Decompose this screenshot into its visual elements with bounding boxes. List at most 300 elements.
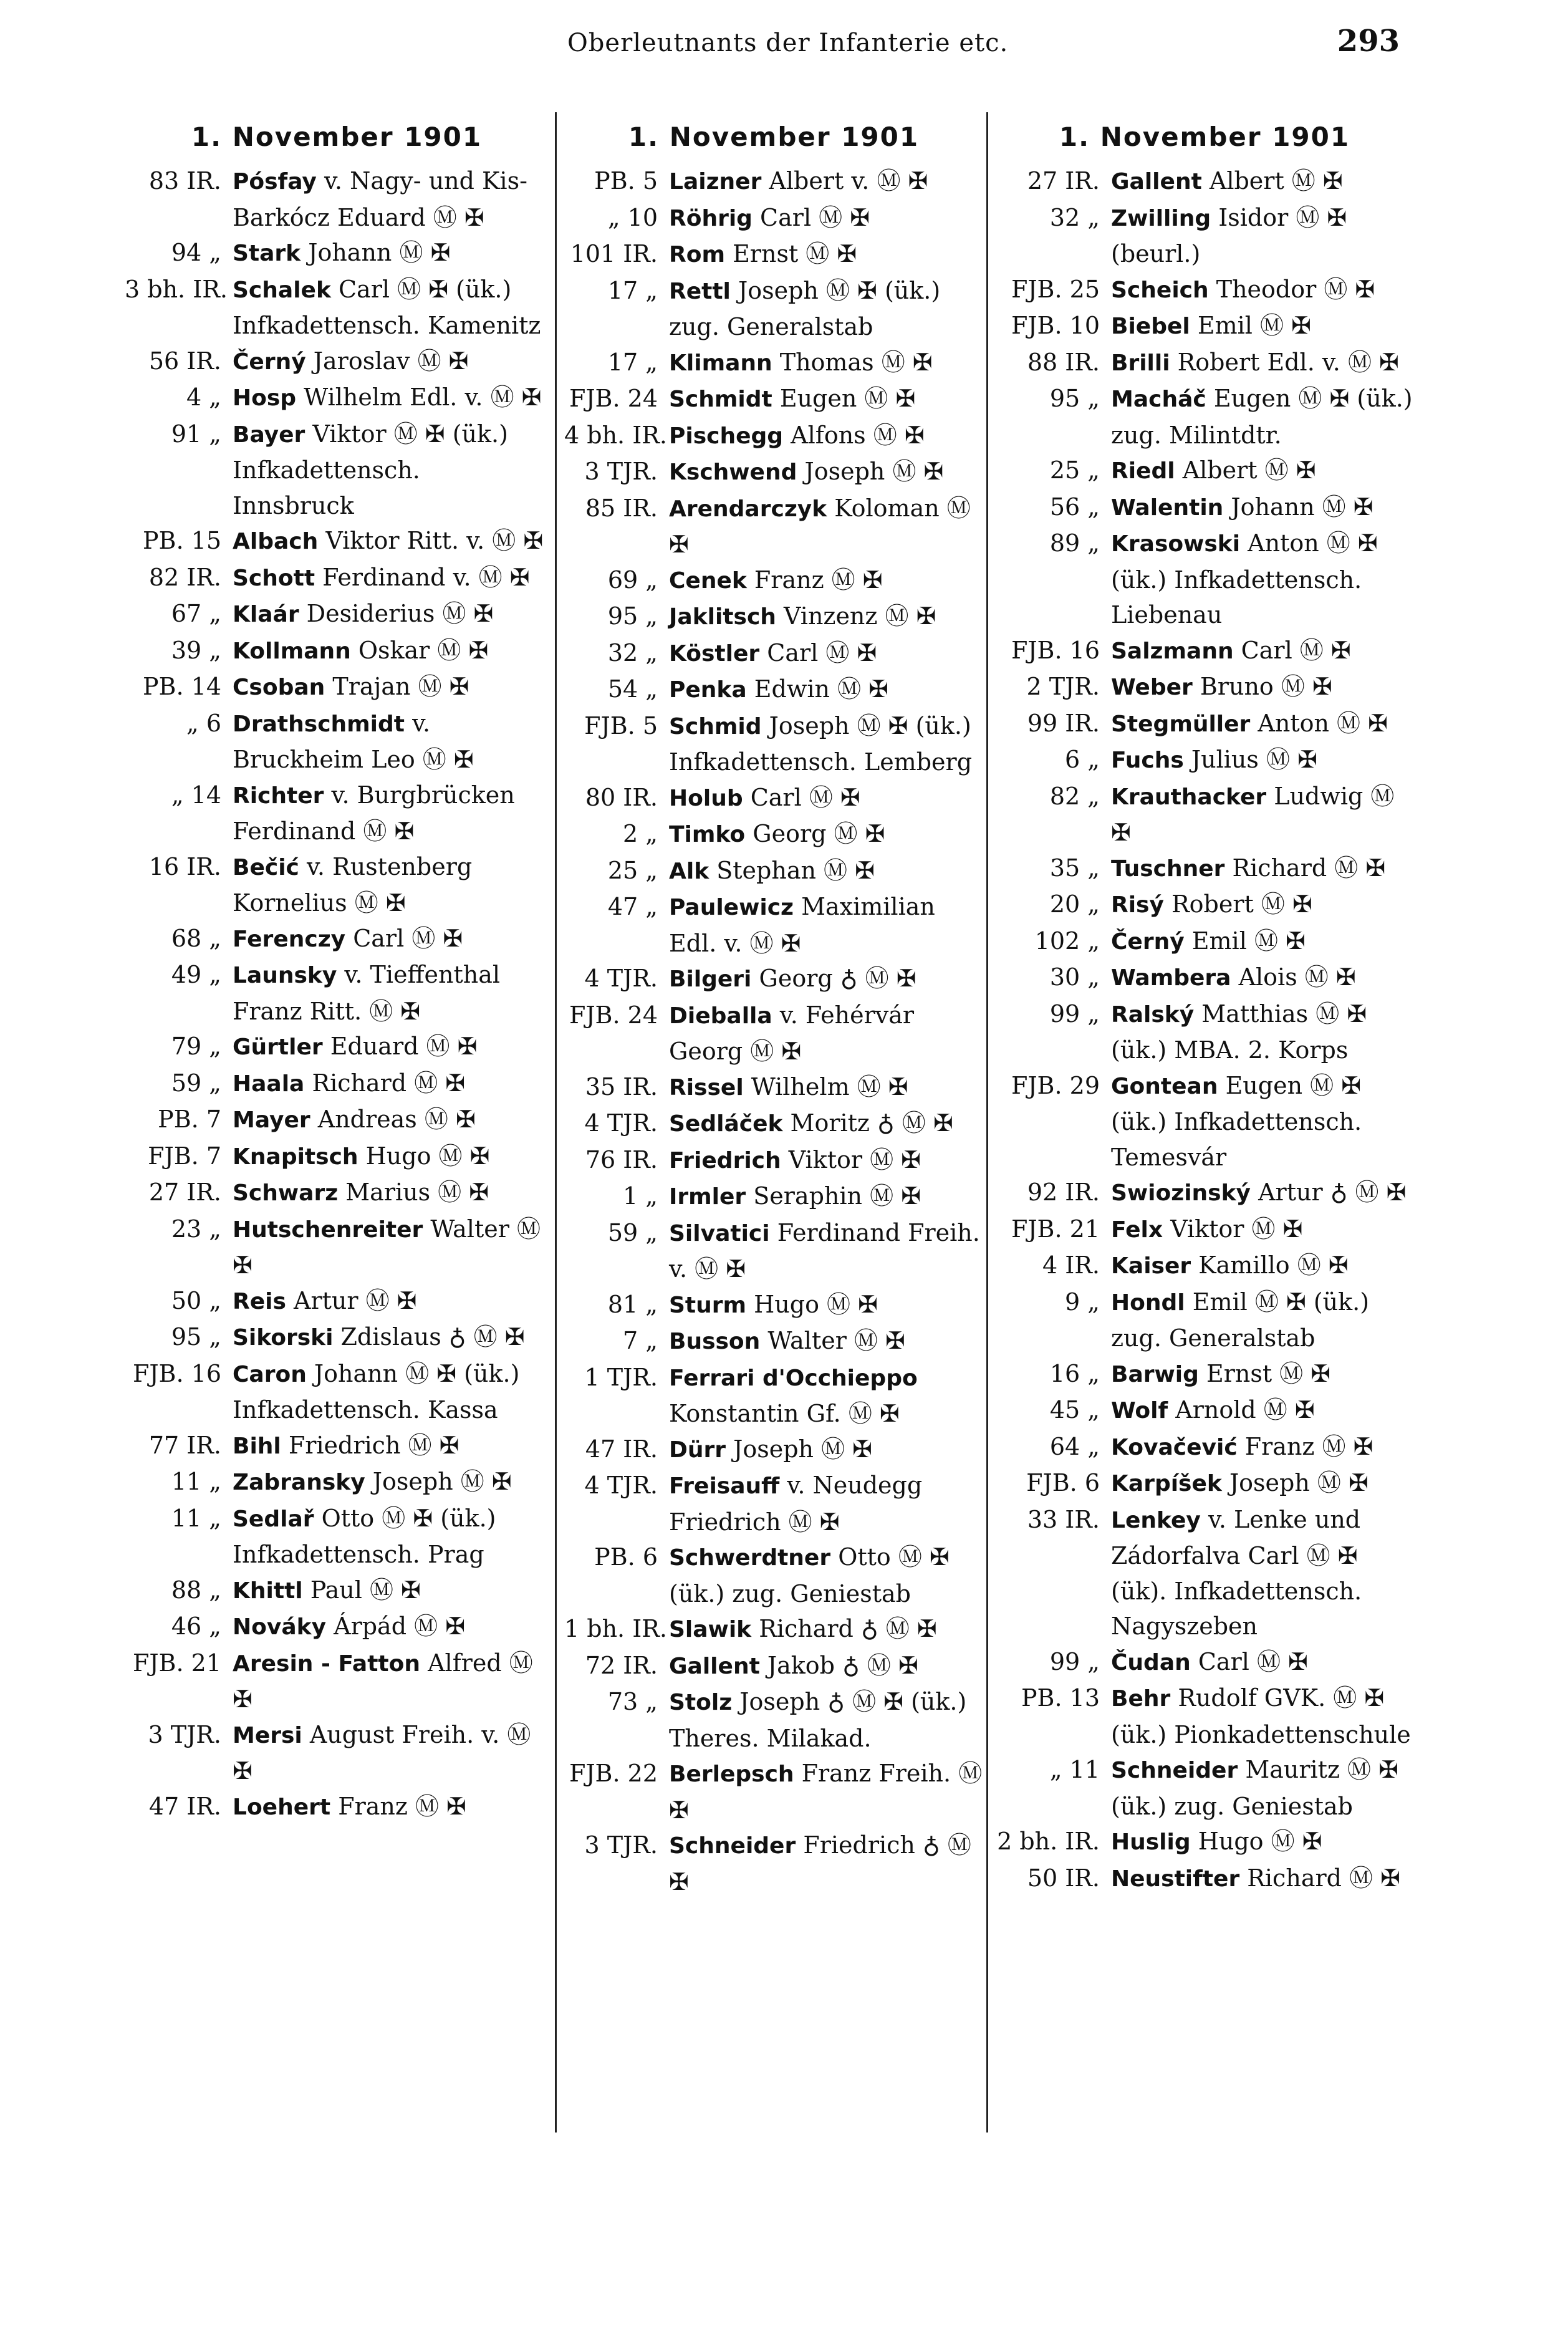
officer-surname: Macháč — [1111, 387, 1206, 412]
officer-entry — [233, 1573, 549, 1609]
officer-surname: Rissel — [669, 1074, 744, 1101]
officer-surname: Kollmann — [233, 638, 351, 664]
list-item — [125, 523, 549, 560]
regiment-label: 30 „ — [1049, 963, 1100, 991]
officer-details: Anton Ⓜ ✠ (ük.) Infkadettensch. Liebenau — [1111, 529, 1378, 629]
entry-list — [125, 163, 549, 1825]
officer-entry — [233, 633, 549, 670]
officer-details: v. Rustenberg Kornelius Ⓜ ✠ — [233, 852, 473, 917]
officer-details: Isidor Ⓜ ✠ (beurl.) — [1111, 203, 1347, 267]
column-heading: 1. November 1901 — [1059, 122, 1350, 152]
officer-details: v. Neudegg Friedrich Ⓜ ✠ — [669, 1472, 923, 1536]
officer-surname: Pischegg — [669, 423, 784, 449]
officer-surname: Schneider — [669, 1833, 796, 1859]
officer-details: Maximilian Edl. v. Ⓜ ✠ — [669, 893, 935, 957]
regiment-label: 45 „ — [1049, 1396, 1100, 1424]
list-item — [564, 200, 983, 237]
officer-details: Eugen Ⓜ ✠ (ük.) Infkadettensch. Temesvár — [1111, 1071, 1362, 1171]
officer-surname: Krauthacker — [1111, 784, 1267, 810]
list-item — [125, 706, 549, 778]
regiment-label: FJB. 24 — [569, 385, 658, 412]
officer-entry — [1111, 1861, 1416, 1897]
officer-details: Albert Ⓜ ✠ — [1182, 456, 1316, 484]
officer-details: Eugen Ⓜ ✠ — [779, 385, 916, 412]
officer-entry — [1111, 996, 1416, 1068]
officer-surname: Jaklitsch — [669, 604, 776, 630]
regiment-label: 4 „ — [186, 383, 221, 411]
officer-entry — [233, 1212, 549, 1283]
officer-surname: Caron — [233, 1361, 307, 1387]
regiment-label: FJB. 21 — [132, 1649, 221, 1677]
list-item — [125, 849, 549, 921]
officer-surname: Richter — [233, 783, 324, 809]
list-item — [564, 418, 983, 455]
regiment-label: „ 10 — [607, 203, 658, 231]
list-item — [993, 381, 1416, 453]
list-item — [993, 1429, 1416, 1466]
officer-details: Walter Ⓜ ✠ — [233, 1215, 541, 1279]
officer-details: Julius Ⓜ ✠ — [1191, 746, 1317, 773]
officer-details: Ferdinand v. Ⓜ ✠ — [322, 563, 530, 591]
officer-entry — [233, 1319, 549, 1356]
regiment-label: 35 IR. — [585, 1072, 658, 1101]
regiment-label: 72 IR. — [585, 1651, 658, 1679]
officer-details: Friedrich ♁ Ⓜ ✠ — [669, 1831, 971, 1896]
regiment-label: FJB. 29 — [1011, 1071, 1100, 1099]
officer-details: v. Burgbrücken Ferdinand Ⓜ ✠ — [233, 781, 515, 845]
entry-list — [564, 163, 983, 1899]
list-item — [993, 1502, 1416, 1644]
regiment-label: PB. 6 — [594, 1543, 658, 1571]
regiment-label: 47 IR. — [585, 1435, 658, 1463]
officer-surname: Sedláček — [669, 1111, 783, 1137]
officer-entry — [233, 1029, 549, 1066]
list-item — [993, 1284, 1416, 1356]
officer-details: Emil Ⓜ ✠ — [1197, 312, 1311, 339]
list-item — [125, 1789, 549, 1826]
officer-surname: Zabransky — [233, 1470, 365, 1495]
regiment-label: 7 „ — [623, 1327, 658, 1354]
list-item — [125, 417, 549, 524]
list-item — [125, 1283, 549, 1320]
officer-entry — [1111, 1429, 1416, 1466]
officer-entry — [1111, 1284, 1416, 1356]
officer-entry — [669, 599, 983, 635]
officer-surname: Schneider — [1111, 1758, 1238, 1783]
regiment-label: „ 11 — [1049, 1756, 1100, 1783]
regiment-label: 39 „ — [171, 636, 221, 664]
officer-surname: Silvatici — [669, 1220, 770, 1246]
officer-surname: Hosp — [233, 385, 297, 411]
list-item — [993, 1175, 1416, 1212]
list-item — [125, 957, 549, 1029]
officer-surname: Sturm — [669, 1292, 747, 1318]
list-item — [125, 1066, 549, 1102]
regiment-label: FJB. 25 — [1011, 275, 1100, 303]
regiment-label: 95 „ — [171, 1323, 221, 1351]
officer-entry — [233, 1609, 549, 1646]
officer-details: Franz Freih. Ⓜ ✠ — [669, 1760, 983, 1824]
officer-entry — [233, 163, 549, 235]
regiment-label: 91 „ — [171, 420, 221, 448]
officer-details: Eduard Ⓜ ✠ — [330, 1033, 478, 1060]
regiment-label: 23 „ — [171, 1215, 221, 1243]
regiment-label: FJB. 16 — [1011, 636, 1100, 664]
officer-entry — [233, 1356, 549, 1428]
officer-details: Emil Ⓜ ✠ (ük.) zug. Generalstab — [1111, 1288, 1370, 1352]
regiment-label: 89 „ — [1049, 529, 1100, 557]
regiment-label: 68 „ — [171, 924, 221, 952]
officer-entry — [1111, 742, 1416, 779]
list-item — [993, 779, 1416, 851]
list-item — [564, 1540, 983, 1611]
officer-entry — [1111, 706, 1416, 743]
list-item — [993, 887, 1416, 923]
officer-details: Hugo Ⓜ ✠ — [365, 1142, 490, 1170]
regiment-label: 99 IR. — [1027, 709, 1100, 737]
officer-surname: Alk — [669, 858, 709, 884]
officer-entry — [233, 669, 549, 706]
list-item — [125, 1464, 549, 1501]
column-3 — [993, 118, 1416, 2145]
officer-entry — [669, 672, 983, 708]
officer-details: Georg ♁ Ⓜ ✠ — [759, 965, 916, 992]
officer-entry — [233, 1102, 549, 1139]
officer-entry — [669, 816, 983, 853]
officer-entry — [1111, 1680, 1416, 1752]
list-item — [564, 454, 983, 491]
officer-details: Alfons Ⓜ ✠ — [791, 421, 925, 449]
officer-surname: Irmler — [669, 1184, 746, 1210]
officer-entry — [1111, 1175, 1416, 1212]
officer-details: Alfred Ⓜ ✠ — [233, 1649, 533, 1713]
officer-details: Ernst Ⓜ ✠ — [1206, 1359, 1331, 1387]
regiment-label: 17 „ — [607, 348, 658, 376]
officer-details: Oskar Ⓜ ✠ — [358, 636, 489, 664]
regiment-label: 92 IR. — [1027, 1178, 1100, 1206]
list-item — [993, 669, 1416, 706]
list-item — [125, 1573, 549, 1609]
officer-surname: Ferenczy — [233, 926, 346, 952]
list-item — [993, 851, 1416, 887]
regiment-label: FJB. 7 — [148, 1142, 221, 1170]
officer-entry — [233, 1428, 549, 1465]
officer-details: Richard Ⓜ ✠ — [1247, 1864, 1400, 1892]
regiment-label: 54 „ — [607, 675, 658, 703]
list-item — [993, 1465, 1416, 1502]
officer-surname: Drathschmidt — [233, 711, 405, 737]
list-item — [564, 1648, 983, 1685]
regiment-label: 77 IR. — [148, 1431, 221, 1459]
officer-surname: Arendarczyk — [669, 496, 827, 522]
officer-entry — [1111, 526, 1416, 633]
regiment-label: 1 „ — [623, 1182, 658, 1210]
officer-details: Alois Ⓜ ✠ — [1238, 963, 1356, 991]
officer-entry — [233, 523, 549, 560]
list-item — [125, 1212, 549, 1283]
list-item — [993, 960, 1416, 996]
officer-surname: Sikorski — [233, 1325, 334, 1351]
officer-entry — [233, 272, 549, 344]
list-item — [564, 345, 983, 382]
officer-details: Jakob ♁ Ⓜ ✠ — [767, 1651, 918, 1679]
regiment-label: 3 TJR. — [584, 1831, 658, 1859]
regiment-label: 27 IR. — [148, 1178, 221, 1206]
regiment-label: 88 IR. — [1027, 348, 1100, 376]
officer-entry — [233, 1646, 549, 1717]
regiment-label: FJB. 16 — [132, 1359, 221, 1387]
regiment-label: 50 IR. — [1027, 1864, 1100, 1892]
officer-entry — [669, 1648, 983, 1685]
officer-surname: Stolz — [669, 1690, 733, 1715]
list-item — [993, 1356, 1416, 1393]
officer-entry — [1111, 1465, 1416, 1502]
officer-details: Ludwig Ⓜ ✠ — [1111, 782, 1395, 846]
list-item — [564, 491, 983, 562]
officer-details: v. Tieffenthal Franz Ritt. Ⓜ ✠ — [233, 961, 501, 1025]
officer-surname: Schwarz — [233, 1180, 339, 1206]
officer-details: Ferdinand Freih. v. Ⓜ ✠ — [669, 1218, 980, 1283]
officer-entry — [233, 1717, 549, 1789]
list-item — [125, 344, 549, 380]
list-item — [125, 596, 549, 633]
officer-surname: Brilli — [1111, 350, 1170, 376]
list-item — [564, 1611, 983, 1648]
officer-surname: Risý — [1111, 892, 1164, 918]
list-item — [564, 1142, 983, 1179]
officer-surname: Swiozinský — [1111, 1180, 1251, 1206]
officer-surname: Sedlař — [233, 1506, 314, 1532]
officer-surname: Bečić — [233, 854, 299, 880]
list-item — [564, 672, 983, 708]
regiment-label: 85 IR. — [585, 494, 658, 522]
officer-details: Robert Ⓜ ✠ — [1171, 890, 1312, 918]
officer-surname: Gontean — [1111, 1073, 1218, 1099]
officer-entry — [233, 1789, 549, 1826]
regiment-label: 101 IR. — [570, 240, 658, 267]
list-item — [564, 1828, 983, 1899]
list-item — [993, 1861, 1416, 1897]
officer-details: v. Lenke und Zádorfalva Carl Ⓜ ✠ (ük). Infkadettensch. Nagyszeben — [1111, 1505, 1362, 1640]
officer-details: Carl Ⓜ ✠ — [750, 783, 860, 811]
list-item — [564, 1684, 983, 1756]
officer-surname: Schmid — [669, 713, 762, 740]
officer-details: Thomas Ⓜ ✠ — [779, 348, 933, 376]
officer-surname: Csoban — [233, 675, 325, 700]
list-item — [564, 1287, 983, 1324]
regiment-label: 4 IR. — [1042, 1251, 1100, 1279]
list-item — [564, 1215, 983, 1287]
regiment-label: 16 „ — [1049, 1359, 1100, 1387]
list-item — [993, 706, 1416, 743]
list-item — [564, 998, 983, 1069]
regiment-label: 59 „ — [171, 1069, 221, 1097]
list-item — [564, 236, 983, 273]
officer-surname: Tuschner — [1111, 855, 1225, 882]
list-item — [993, 489, 1416, 526]
officer-details: Carl Ⓜ ✠ — [767, 639, 877, 667]
list-item — [564, 1323, 983, 1360]
officer-entry — [669, 1684, 983, 1756]
regiment-label: 99 „ — [1049, 1647, 1100, 1675]
list-item — [125, 1646, 549, 1717]
officer-entry — [1111, 1502, 1416, 1644]
officer-details: Albert Ⓜ ✠ — [1209, 167, 1343, 195]
officer-surname: Schwerdtner — [669, 1545, 831, 1571]
officer-entry — [1111, 669, 1416, 706]
officer-entry — [669, 961, 983, 998]
officer-details: Arnold Ⓜ ✠ — [1175, 1396, 1315, 1424]
officer-details: Richard Ⓜ ✠ — [1232, 854, 1386, 882]
officer-surname: Knapitsch — [233, 1144, 358, 1170]
list-item — [125, 1501, 549, 1573]
officer-entry — [233, 417, 549, 524]
list-item — [993, 453, 1416, 489]
list-item — [125, 272, 549, 344]
entry-list — [993, 163, 1416, 1897]
officer-details: Carl Ⓜ ✠ — [1241, 636, 1351, 664]
list-item — [564, 1468, 983, 1540]
officer-surname: Behr — [1111, 1686, 1171, 1712]
officer-surname: Černý — [1111, 928, 1185, 955]
officer-details: Theodor Ⓜ ✠ — [1216, 275, 1375, 303]
column-divider — [555, 112, 557, 2132]
officer-entry — [233, 1139, 549, 1175]
regiment-label: 35 „ — [1049, 854, 1100, 882]
list-item — [125, 1356, 549, 1428]
officer-surname: Stegmüller — [1111, 711, 1251, 737]
officer-surname: Biebel — [1111, 314, 1190, 339]
officer-entry — [233, 921, 549, 958]
officer-surname: Huslig — [1111, 1829, 1191, 1855]
officer-entry — [1111, 1248, 1416, 1284]
officer-surname: Černý — [233, 349, 306, 375]
regiment-label: „ 6 — [186, 709, 221, 737]
officer-entry — [669, 1069, 983, 1106]
regiment-label: FJB. 10 — [1011, 312, 1100, 339]
officer-entry — [669, 635, 983, 672]
officer-entry — [233, 849, 549, 921]
officer-entry — [669, 1142, 983, 1179]
list-item — [125, 380, 549, 417]
officer-surname: Hondl — [1111, 1289, 1185, 1316]
officer-entry — [669, 1106, 983, 1142]
list-item — [125, 1717, 549, 1789]
officer-details: v. Fehérvár Georg Ⓜ ✠ — [669, 1001, 915, 1065]
officer-details: Paul Ⓜ ✠ — [310, 1576, 421, 1604]
officer-details: Albert v. Ⓜ ✠ — [769, 167, 928, 195]
officer-entry — [669, 491, 983, 562]
officer-details: Wilhelm Ⓜ ✠ — [751, 1072, 908, 1101]
column-2 — [564, 118, 983, 2145]
regiment-label: 94 „ — [171, 239, 221, 266]
officer-surname: Fuchs — [1111, 748, 1184, 773]
officer-entry — [1111, 272, 1416, 309]
officer-surname: Rom — [669, 242, 725, 267]
regiment-label: 64 „ — [1049, 1432, 1100, 1460]
regiment-label: 69 „ — [607, 566, 658, 594]
officer-details: Johann Ⓜ ✠ — [308, 239, 451, 266]
list-item — [564, 1756, 983, 1828]
officer-details: Joseph Ⓜ ✠ (ük.) zug. Generalstab — [669, 276, 941, 340]
regiment-label: 4 TJR. — [584, 1472, 658, 1499]
regiment-label: 3 TJR. — [148, 1720, 221, 1748]
officer-details: Viktor Ⓜ ✠ (ük.) Infkadettensch. Innsbruck — [233, 420, 508, 519]
officer-details: Konstantin Gf. Ⓜ ✠ — [669, 1400, 900, 1427]
officer-details: Joseph Ⓜ ✠ (ük.) Infkadettensch. Lemberg — [669, 711, 973, 776]
officer-surname: Weber — [1111, 675, 1193, 700]
officer-details: Trajan Ⓜ ✠ — [332, 673, 469, 700]
officer-details: Carl Ⓜ ✠ — [760, 203, 870, 231]
officer-entry — [669, 1323, 983, 1360]
officer-surname: Haala — [233, 1071, 305, 1097]
officer-details: Johann Ⓜ ✠ (ük.) Infkadettensch. Kassa — [233, 1359, 520, 1424]
officer-entry — [669, 1178, 983, 1215]
regiment-label: PB. 15 — [142, 527, 221, 554]
regiment-label: PB. 13 — [1021, 1684, 1100, 1712]
running-title: Oberleutnants der Infanterie etc. — [567, 29, 1009, 57]
list-item — [993, 308, 1416, 345]
officer-entry — [1111, 1068, 1416, 1175]
officer-details: Zdislaus ♁ Ⓜ ✠ — [340, 1323, 525, 1351]
list-item — [564, 599, 983, 635]
officer-surname: Walentin — [1111, 494, 1224, 521]
officer-details: Árpád Ⓜ ✠ — [334, 1612, 466, 1640]
officer-entry — [669, 780, 983, 817]
officer-entry — [669, 200, 983, 237]
officer-entry — [1111, 308, 1416, 345]
officer-entry — [669, 273, 983, 345]
regiment-label: 6 „ — [1065, 746, 1100, 773]
regiment-label: 56 IR. — [148, 347, 221, 375]
officer-surname: Cenek — [669, 567, 747, 594]
officer-details: Moritz ♁ Ⓜ ✠ — [790, 1109, 953, 1137]
officer-details: Desiderius Ⓜ ✠ — [306, 600, 494, 627]
list-item — [564, 635, 983, 672]
page-header — [0, 24, 1568, 66]
regiment-label: 32 „ — [607, 639, 658, 667]
list-item — [125, 163, 549, 235]
officer-details: Artur ♁ Ⓜ ✠ — [1258, 1178, 1407, 1206]
officer-details: Franz Ⓜ ✠ — [754, 566, 883, 594]
list-item — [564, 1178, 983, 1215]
regiment-label: 99 „ — [1049, 1000, 1100, 1028]
list-item — [564, 889, 983, 961]
officer-surname: Zwilling — [1111, 205, 1211, 231]
officer-entry — [669, 454, 983, 491]
officer-entry — [1111, 1644, 1416, 1681]
regiment-label: FJB. 24 — [569, 1001, 658, 1029]
regiment-label: 47 IR. — [148, 1792, 221, 1820]
officer-entry — [1111, 960, 1416, 996]
regiment-label: 3 TJR. — [584, 458, 658, 485]
list-item — [993, 200, 1416, 272]
officer-details: Joseph Ⓜ ✠ — [1229, 1469, 1368, 1496]
officer-surname: Schmidt — [669, 387, 772, 412]
officer-surname: Gallent — [669, 1653, 760, 1679]
officer-details: Carl Ⓜ ✠ (ük.) Infkadettensch. Kamenitz — [233, 275, 541, 339]
officer-entry — [233, 1501, 549, 1573]
officer-entry — [1111, 1752, 1416, 1824]
officer-details: Viktor Ritt. v. Ⓜ ✠ — [325, 527, 544, 554]
list-item — [993, 1212, 1416, 1248]
officer-surname: Salzmann — [1111, 638, 1234, 664]
regiment-label: 4 TJR. — [584, 1109, 658, 1137]
regiment-label: FJB. 22 — [569, 1760, 658, 1787]
officer-surname: Friedrich — [669, 1147, 781, 1173]
officer-surname: Krasowski — [1111, 531, 1241, 557]
officer-details: Otto Ⓜ ✠ (ük.) zug. Geniestab — [669, 1543, 950, 1607]
